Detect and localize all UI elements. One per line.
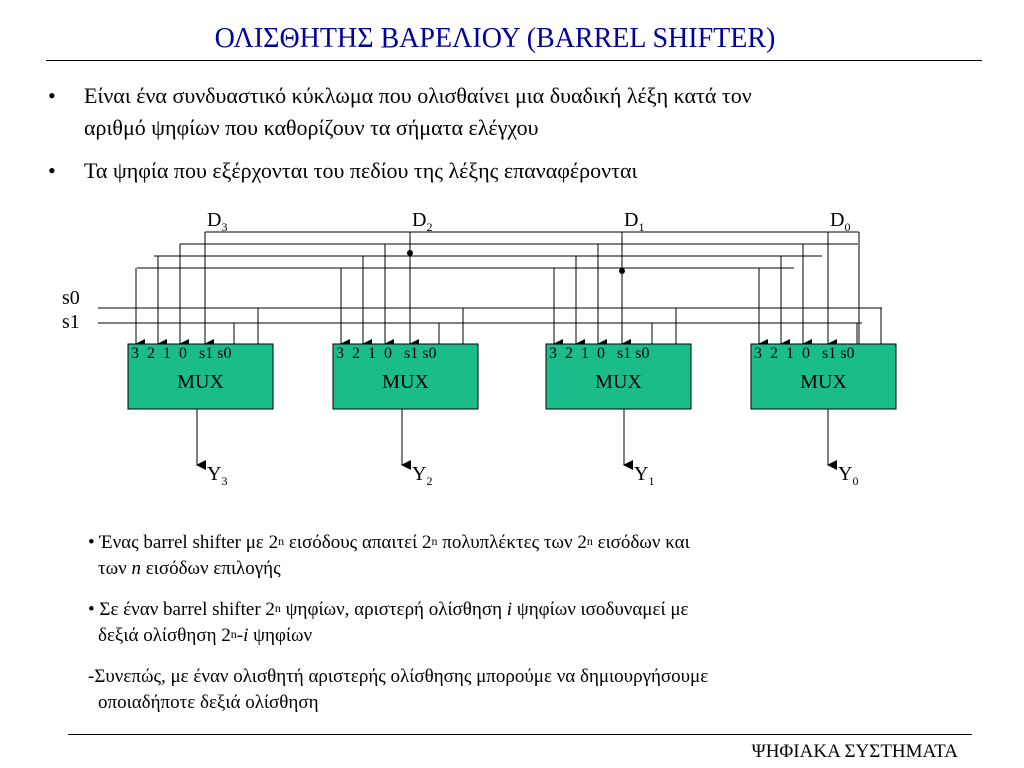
junction-dot [408, 251, 413, 256]
note-2-line2-b: - [236, 625, 244, 646]
input-label: $D_3$ [207, 209, 228, 234]
note-2-sup-a: n [274, 601, 281, 615]
note-1-text-c: πολυπλέκτες των 2 [437, 532, 587, 553]
input-label: $D_1$ [624, 209, 645, 234]
mux-label: MUX [800, 371, 847, 393]
note-2-line2-sup: n [230, 627, 237, 641]
mux-group [128, 344, 896, 409]
note-marker: • [88, 532, 95, 553]
mux-label: MUX [382, 371, 429, 393]
output-label: $Y_0$ [838, 463, 859, 488]
note-2-italic-i: i [506, 599, 513, 620]
note-1-sup-c: n [586, 534, 593, 548]
slide-title: ΟΛΙΣΘΗΤΗΣ ΒΑΡΕΛΙΟΥ (BARREL SHIFTER) [214, 23, 776, 54]
note-1-line2-a: των [98, 558, 132, 579]
note-2-text-a: Σε έναν barrel shifter 2 [94, 599, 275, 620]
bullet-2-line-1: Τα ψηφία που εξέρχονται του πεδίου της λέξης επαναφέρονται [84, 158, 638, 183]
note-2-text-c: ψηφίων ισοδυναμεί με [512, 599, 689, 620]
note-1-line2-b: εισόδων επιλογής [140, 558, 281, 579]
note-2-line-2 [88, 623, 948, 649]
bullet-1-line-2: αριθμό ψηφίων που καθορίζουν τα σήματα ελέγχου [84, 115, 539, 140]
mux-pin-labels: 3 2 1 0 s1 s0 [754, 345, 855, 362]
note-3-line-1: -Συνεπώς, με έναν ολισθητή αριστερής ολίσθησης μπορούμε να δημιουργήσουμε [88, 666, 709, 687]
output-label: $Y_1$ [634, 463, 655, 488]
barrel-shifter-diagram [0, 200, 1024, 500]
note-1-line-2 [88, 556, 948, 582]
note-1-text-a: Ένας barrel shifter με 2 [99, 532, 279, 553]
note-2 [88, 597, 948, 649]
footer-text: ΨΗΦΙΑΚΑ ΣΥΣΤΗΜΑΤΑ [751, 741, 958, 762]
title-divider [46, 60, 982, 61]
mux-pin-labels: 3 2 1 0 s1 s0 [336, 345, 437, 362]
note-1-line2-italic: n [131, 558, 141, 579]
output-label: $Y_2$ [412, 463, 433, 488]
mux-pin-labels: 3 2 1 0 s1 s0 [131, 345, 232, 362]
note-2-text-b: ψηφίων, αριστερή ολίσθηση [280, 599, 507, 620]
footer-divider [68, 734, 972, 735]
note-1-text-d: εισόδων και [592, 532, 690, 553]
note-2-line2-c: ψηφίων [248, 625, 313, 646]
output-label: $Y_3$ [207, 463, 228, 488]
note-1-sup-a: n [278, 534, 285, 548]
mux-pin-labels: 3 2 1 0 s1 s0 [549, 345, 650, 362]
note-1 [88, 530, 948, 582]
note-marker: • [88, 599, 95, 620]
junction-dot [620, 269, 625, 274]
note-3 [88, 664, 948, 716]
note-2-line2-a: δεξιά ολίσθηση 2 [98, 625, 231, 646]
bullet-marker: • [48, 83, 56, 108]
input-label: $D_0$ [830, 209, 851, 234]
input-label: $D_2$ [412, 209, 433, 234]
note-1-sup-b: n [431, 534, 438, 548]
note-1-text-b: εισόδους απαιτεί 2 [284, 532, 432, 553]
s0-label: s0 [62, 287, 80, 309]
bullet-1-line-1: Είναι ένα συνδυαστικό κύκλωμα που ολισθαίνει μια δυαδική λέξη κατά τον [84, 83, 752, 108]
bullet-marker: • [48, 158, 56, 183]
note-3-line-2: οποιαδήποτε δεξιά ολίσθηση [98, 692, 319, 713]
mux-label: MUX [177, 371, 224, 393]
s1-label: s1 [62, 311, 80, 333]
mux-label: MUX [595, 371, 642, 393]
note-2-line2-italic: i [243, 625, 249, 646]
